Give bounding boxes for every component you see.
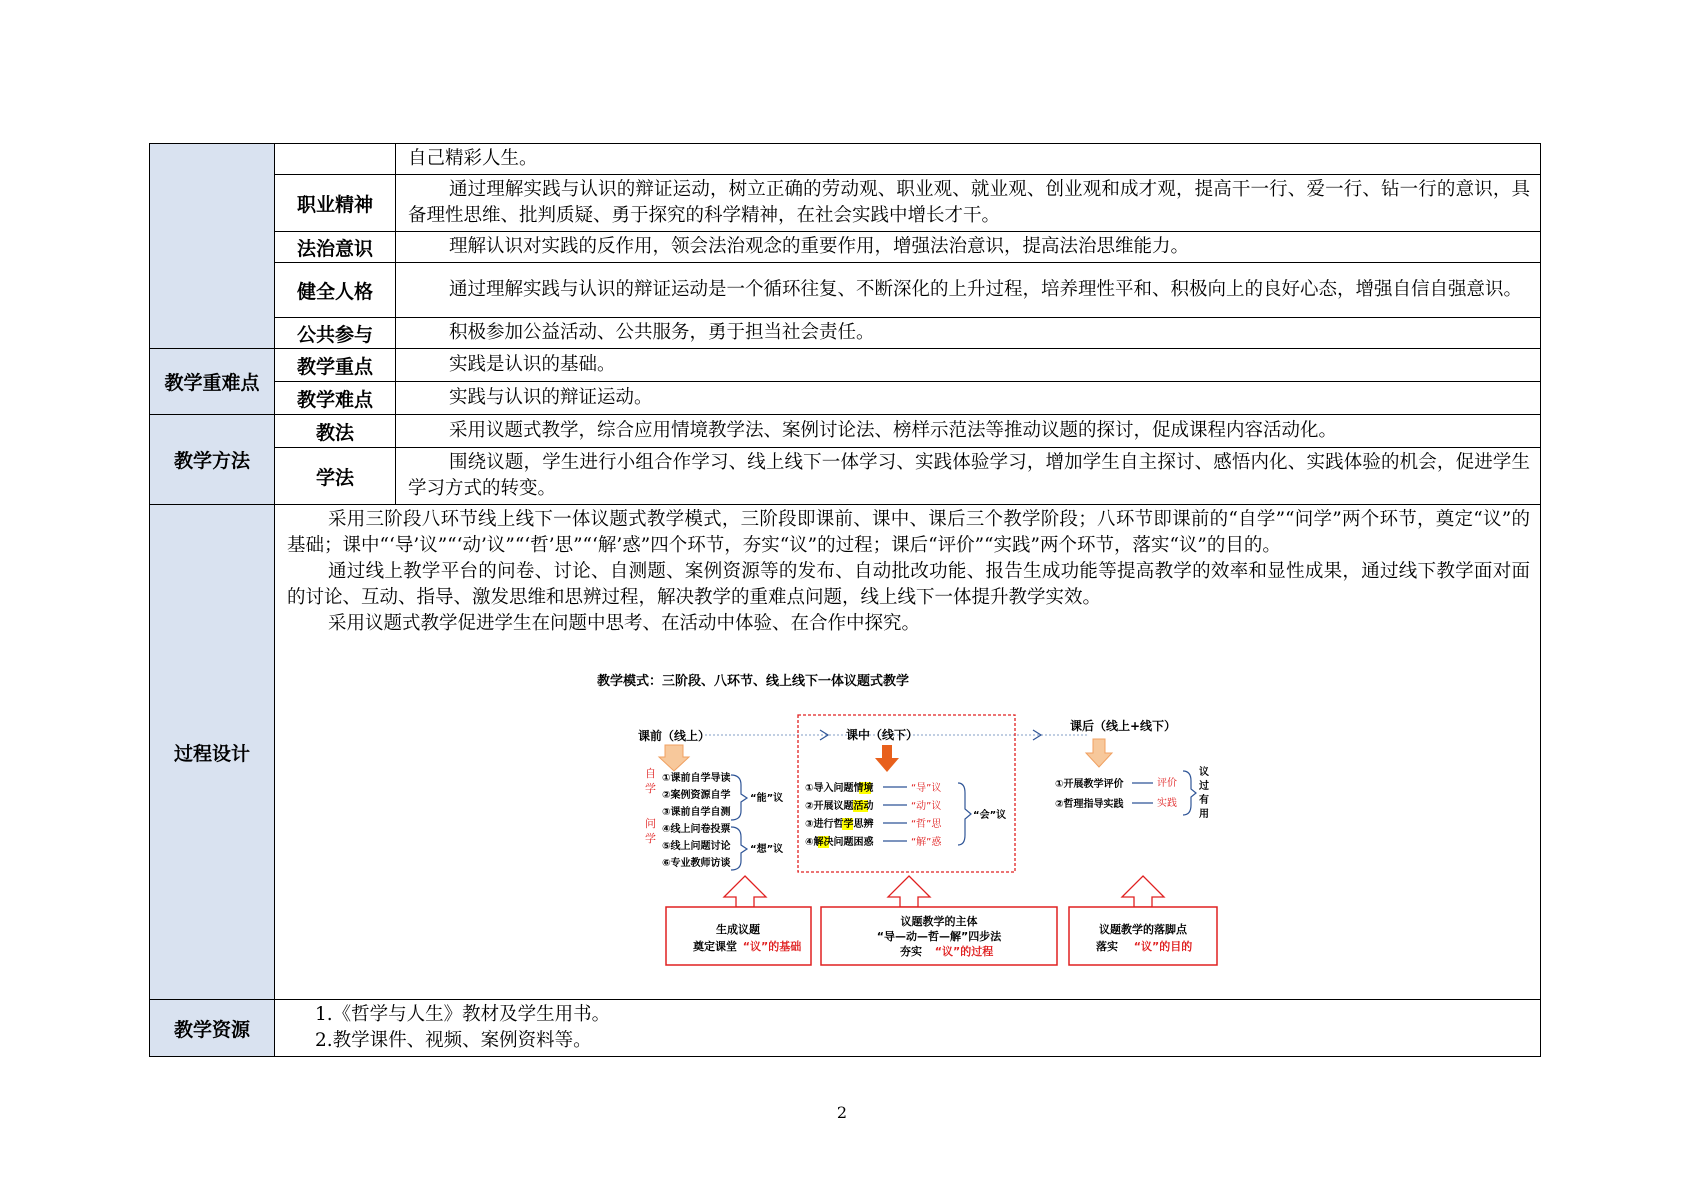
can-brace (731, 775, 747, 820)
after-side-2: 过 (1199, 781, 1209, 792)
during-item-1: ①导入问题情境 (805, 783, 874, 794)
goal-box-line1: 议题教学的落脚点 (1099, 923, 1187, 936)
hui-discuss-label: “会”议 (973, 810, 1007, 821)
after-brace (1183, 771, 1196, 815)
box3-up-arrow (1122, 876, 1164, 907)
continuation-text: 自己精彩人生。 (396, 144, 1541, 175)
before-item-5: ⑤线上问题讨论 (662, 841, 731, 852)
after-class-header: 课后（线上+线下） (1069, 719, 1177, 733)
box1-up-arrow (724, 876, 766, 907)
can-discuss-label: “能”议 (750, 793, 784, 804)
goal-box (1069, 907, 1217, 965)
text-sound-personality: 通过理解实践与认识的辩证运动是一个循环往复、不断深化的上升过程，培养理性平和、积极向上的良好心态，增强自信自强意识。 (396, 263, 1541, 318)
process-paragraph-2: 通过线上教学平台的问卷、讨论、自测题、案例资源等的发布、自动批改功能、报告生成功能等提高教学的效率和显性成果，通过线下教学面对面的讨论、互动、指导、激发思维和思辨过程，解决教学的重难点问题，线上线下一体提升教学实效。 (287, 561, 1530, 608)
text-learning-method: 围绕议题，学生进行小组合作学习、线上线下一体学习、实践体验学习，增加学生自主探讨、感悟内化、实践体验的机会，促进学生学习方式的转变。 (396, 448, 1541, 505)
foundation-box-line2b: “议”的基础 (742, 940, 802, 953)
during-tag-2: “动”议 (911, 801, 942, 812)
process-paragraph-3: 采用议题式教学促进学生在问题中思考、在活动中体验、在合作中探究。 (328, 613, 921, 634)
label-resources: 教学资源 (150, 1000, 275, 1057)
diagram-title: 教学模式：三阶段、八环节、线上线下一体议题式教学 (596, 674, 910, 689)
during-item-3: ③进行哲学思辨 (805, 819, 874, 830)
label-process: 过程设计 (150, 505, 275, 1000)
main-body-box-line1: 议题教学的主体 (900, 915, 978, 928)
after-item-1: ①开展教学评价 (1055, 779, 1124, 790)
label-teaching-method: 教法 (275, 415, 396, 448)
during-tag-3: “哲”思 (911, 819, 942, 830)
text-difficulty: 实践与认识的辩证运动。 (396, 382, 1541, 415)
after-down-arrow (1086, 739, 1112, 767)
label-vocational-spirit: 职业精神 (275, 175, 396, 232)
process-cell (275, 505, 1541, 1000)
lesson-plan-table (149, 143, 1541, 1057)
before-down-arrow (659, 745, 689, 771)
label-difficulty: 教学难点 (275, 382, 396, 415)
text-vocational-spirit: 通过理解实践与认识的辩证运动，树立正确的劳动观、职业观、就业观、创业观和成才观，提高干一行、爱一行、钻一行的意识，具备理性思维、批判质疑、勇于探究的科学精神，在社会实践中增长才干。 (396, 175, 1541, 232)
label-public-participation: 公共参与 (275, 318, 396, 349)
during-tag-1: “导”议 (911, 783, 942, 794)
resource-item: 1.《哲学与人生》教材及学生用书。 (315, 1004, 611, 1025)
group-self-study-2: 学 (645, 782, 656, 795)
blank-label-cell (150, 144, 275, 349)
box2-up-arrow (888, 876, 930, 907)
resources-cell (275, 1000, 1541, 1057)
during-tag-4: “解”惑 (911, 837, 942, 848)
during-item-4: ④解决问题困惑 (805, 837, 874, 848)
label-rule-of-law: 法治意识 (275, 232, 396, 263)
main-body-box-line3b: “议”的过程 (934, 945, 994, 958)
teaching-model-diagram (275, 505, 1420, 995)
during-down-arrow (875, 745, 899, 772)
hui-brace (958, 783, 971, 845)
page-number: 2 (836, 1103, 848, 1122)
label-key-points: 教学重难点 (150, 349, 275, 415)
after-tag-1: 评价 (1157, 778, 1177, 789)
think-discuss-label: “想”议 (750, 844, 784, 855)
blank-sublabel-cell (275, 144, 396, 175)
main-body-box-line2: “导—动—哲—解”四步法 (876, 930, 1002, 943)
foundation-box-line1: 生成议题 (716, 923, 760, 936)
during-item-2: ②开展议题活动 (805, 801, 874, 812)
before-item-6: ⑥专业教师访谈 (662, 858, 731, 869)
text-rule-of-law: 理解认识对实践的反作用，领会法治观念的重要作用，增强法治意识，提高法治思维能力。 (396, 232, 1541, 263)
foundation-box (666, 907, 811, 965)
group-self-study-1: 自 (645, 767, 656, 780)
label-methods: 教学方法 (150, 415, 275, 505)
before-item-3: ③课前自学自测 (662, 807, 731, 818)
after-side-3: 有 (1199, 795, 1209, 806)
resource-item: 2.教学课件、视频、案例资料等。 (315, 1030, 592, 1051)
label-focus: 教学重点 (275, 349, 396, 382)
during-class-header: 课中（线下） (845, 728, 919, 742)
text-teaching-method: 采用议题式教学，综合应用情境教学法、案例讨论法、榜样示范法等推动议题的探讨，促成课程内容活动化。 (396, 415, 1541, 448)
think-brace (731, 827, 747, 870)
before-item-2: ②案例资源自学 (662, 790, 731, 801)
group-ask-study-1: 问 (645, 817, 656, 830)
after-tag-2: 实践 (1157, 798, 1177, 809)
after-side-1: 议 (1199, 767, 1209, 778)
before-item-4: ④线上问卷投票 (662, 824, 731, 835)
foundation-box-line2a: 奠定课堂 (693, 940, 737, 953)
label-sound-personality: 健全人格 (275, 263, 396, 318)
after-item-2: ②哲理指导实践 (1055, 799, 1124, 810)
group-ask-study-2: 学 (645, 832, 656, 845)
goal-box-line2b: “议”的目的 (1133, 940, 1193, 953)
label-learning-method: 学法 (275, 448, 396, 505)
before-class-header: 课前（线上） (637, 729, 711, 743)
main-body-box-line3a: 夯实 (900, 945, 922, 958)
text-public-participation: 积极参加公益活动、公共服务，勇于担当社会责任。 (396, 318, 1541, 349)
process-paragraph-1: 采用三阶段八环节线上线下一体议题式教学模式，三阶段即课前、课中、课后三个教学阶段；八环节即课前的“自学”“问学”两个环节，奠定“议”的基础；课中“‘导’议”“‘动’议”“‘哲’思”“‘解’惑”四个环节，夯实“议”的过程；课后“评价”“实践”两个环节，落实“议”的目的。 (287, 509, 1530, 556)
text-focus: 实践是认识的基础。 (396, 349, 1541, 382)
goal-box-line2a: 落实 (1096, 940, 1118, 953)
after-side-4: 用 (1199, 809, 1209, 820)
before-item-1: ①课前自学导读 (662, 773, 731, 784)
